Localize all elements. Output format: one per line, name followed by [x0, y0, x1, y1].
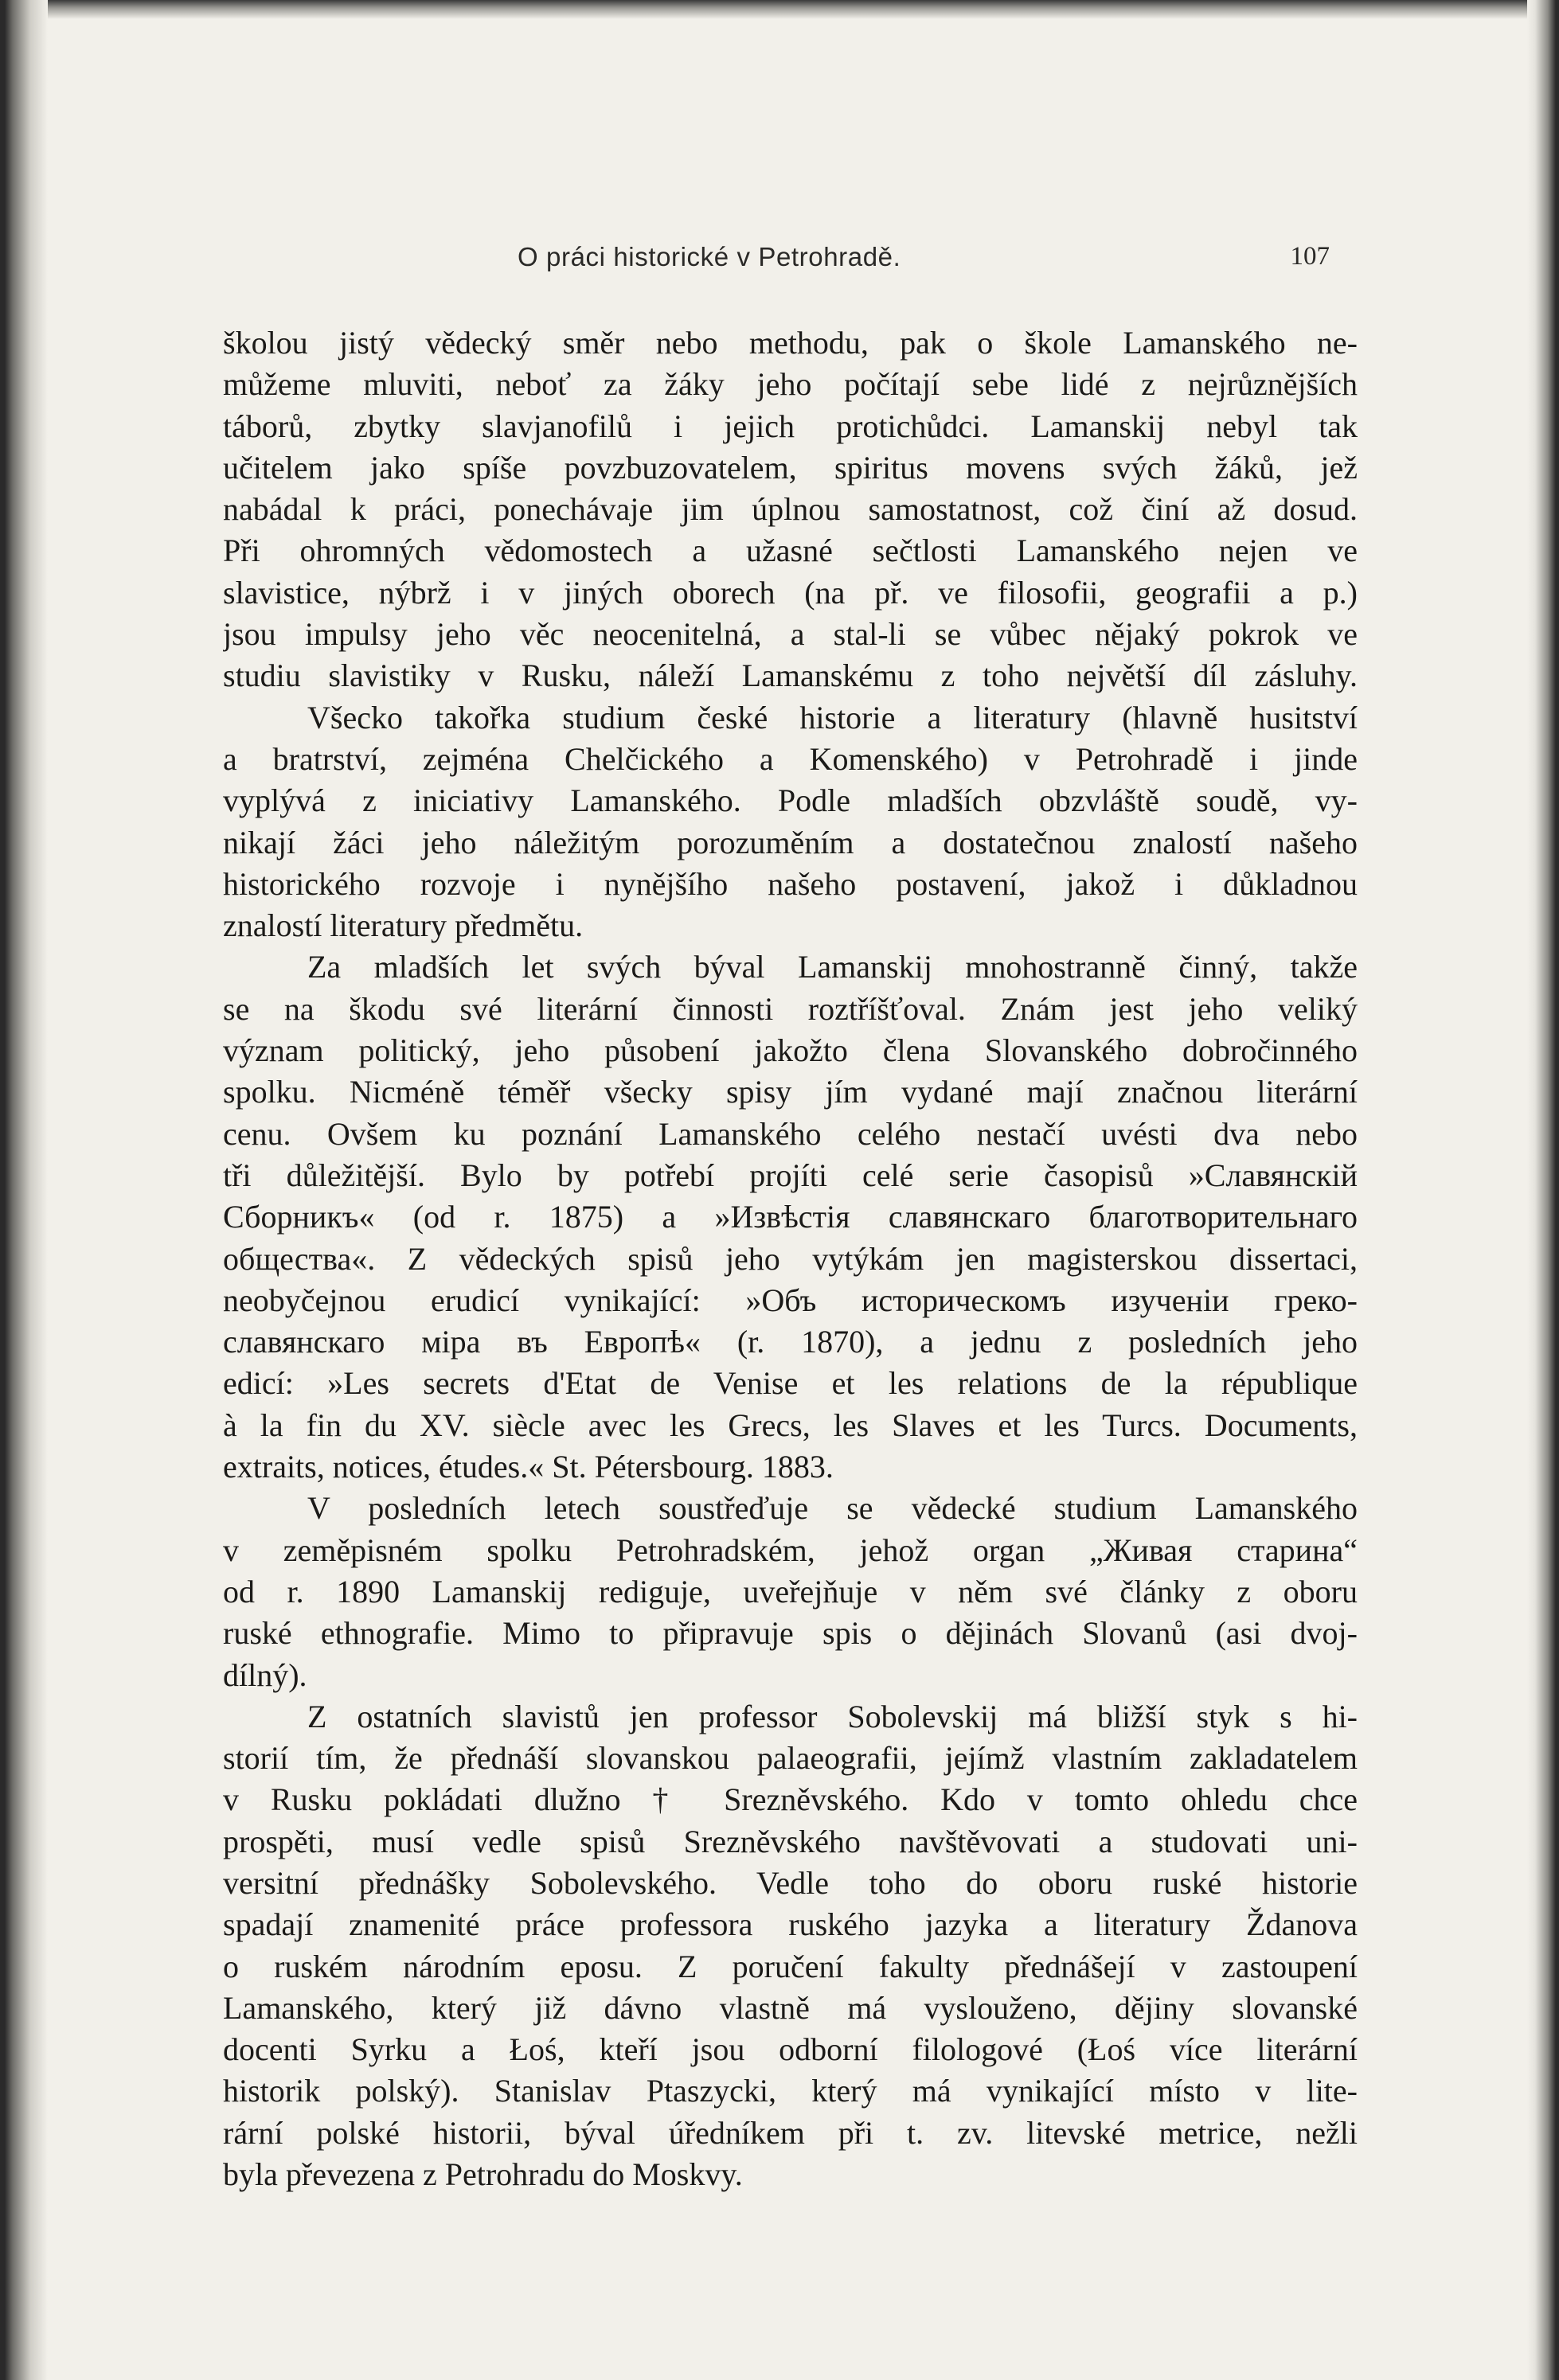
text-line: neobyčejnou erudicí vynikající: »Объ историческомъ изученіи греко-: [223, 1282, 1358, 1318]
text-line: spadají znamenité práce professora ruského jazyka a literatury Ždanova: [223, 1906, 1358, 1943]
text-line: docenti Syrku a Łoś, kteří jsou odborní filologové (Łoś více literární: [223, 2031, 1358, 2068]
text-line: vyplývá z iniciativy Lamanského. Podle mladších obzvláště soudě, vy-: [223, 782, 1358, 819]
text-line: Všecko takořka studium české historie a literatury (hlavně husitství: [307, 699, 1358, 735]
text-line: jsou impulsy jeho věc neocenitelná, a stal-li se vůbec nějaký pokrok ve: [223, 616, 1358, 653]
scan-edge-right: [1527, 0, 1559, 2380]
text-line: славянскаго міра въ Европѣ« (r. 1870), a jednu z posledních jeho: [223, 1324, 1358, 1360]
text-line: od r. 1890 Lamanskij rediguje, uveřejňuje v něm své články z oboru: [223, 1573, 1358, 1609]
body-text: [223, 322, 1358, 2195]
text-line: znalostí literatury předmětu.: [223, 907, 584, 944]
text-line: učitelem jako spíše povzbuzovatelem, spiritus movens svých žáků, jež: [223, 449, 1358, 486]
text-line: cenu. Ovšem ku poznání Lamanského celého nestačí uvésti dva nebo: [223, 1115, 1358, 1152]
text-line: V posledních letech soustřeďuje se vědecké studium Lamanského: [307, 1490, 1358, 1527]
text-line: rární polské historii, býval úředníkem při t. zv. litevské metrice, nežli: [223, 2114, 1358, 2151]
text-line: à la fin du XV. siècle avec les Grecs, les Slaves et les Turcs. Documents,: [223, 1407, 1358, 1443]
text-line: Сборникъ« (od r. 1875) a »Извѣстія славянскаго благотворительнаго: [223, 1199, 1358, 1235]
text-line: význam politický, jeho působení jakožto člena Slovanského dobročinného: [223, 1032, 1358, 1069]
text-line: tři důležitější. Bylo by potřebí projíti celé serie časopisů »Славянскій: [223, 1157, 1358, 1193]
scan-edge-top: [0, 0, 1559, 19]
text-line: táborů, zbytky slavjanofilů i jejich protichůdci. Lamanskij nebyl tak: [223, 408, 1358, 444]
text-line: o ruském národním eposu. Z poručení fakulty přednášejí v zastoupení: [223, 1948, 1358, 1984]
text-line: dílný).: [223, 1656, 307, 1693]
text-line: общества«. Z vědeckých spisů jeho vytýkám jen magisterskou dissertaci,: [223, 1240, 1358, 1277]
text-line: Z ostatních slavistů jen professor Sobolevskij má bližší styk s hi-: [307, 1698, 1358, 1734]
text-line: Při ohromných vědomostech a užasné sečtlosti Lamanského nejen ve: [223, 533, 1358, 569]
text-line: edicí: »Les secrets d'Etat de Venise et les relations de la république: [223, 1365, 1358, 1402]
scan-edge-left: [0, 0, 48, 2380]
text-line: historického rozvoje i nynějšího našeho postavení, jakož i důkladnou: [223, 865, 1358, 902]
text-line: v zeměpisném spolku Petrohradském, jehož organ „Живая старина“: [223, 1531, 1358, 1568]
text-line: slavistice, nýbrž i v jiných oborech (na př. ve filosofii, geografii a p.): [223, 574, 1358, 611]
running-head-title: O práci historické v Petrohradě.: [518, 242, 901, 271]
text-line: nikají žáci jeho náležitým porozuměním a dostatečnou znalostí našeho: [223, 824, 1358, 860]
text-line: byla převezena z Petrohradu do Moskvy.: [223, 2156, 743, 2193]
text-line: versitní přednášky Sobolevského. Vedle toho do oboru ruské historie: [223, 1864, 1358, 1901]
text-line: Lamanského, který již dávno vlastně má vyslouženo, dějiny slovanské: [223, 1989, 1358, 2026]
text-line: nabádal k práci, ponechávaje jim úplnou samostatnost, což činí až dosud.: [223, 491, 1358, 528]
running-head: [223, 242, 1330, 282]
text-line: ruské ethnografie. Mimo to připravuje spis o dějinách Slovanů (asi dvoj-: [223, 1615, 1358, 1652]
text-line: spolku. Nicméně téměř všecky spisy jím vydané mají značnou literární: [223, 1074, 1358, 1110]
text-line: historik polský). Stanislav Ptaszycki, který má vynikající místo v lite-: [223, 2073, 1358, 2109]
page-number: 107: [1290, 242, 1330, 271]
text-line: školou jistý vědecký směr nebo methodu, pak o škole Lamanského ne-: [223, 325, 1358, 361]
text-line: můžeme mluviti, neboť za žáky jeho počítají sebe lidé z nejrůznějších: [223, 366, 1358, 403]
text-line: studiu slavistiky v Rusku, náleží Lamanskému z toho největší díl zásluhy.: [223, 657, 1358, 694]
text-line: prospěti, musí vedle spisů Srezněvského navštěvovati a studovati uni-: [223, 1823, 1358, 1859]
text-line: se na škodu své literární činnosti roztříšťoval. Znám jest jeho veliký: [223, 990, 1358, 1027]
text-line: extraits, notices, études.« St. Pétersbourg. 1883.: [223, 1449, 834, 1485]
text-line: storií tím, že přednáší slovanskou palaeografii, jejímž vlastním zakladatelem: [223, 1740, 1358, 1777]
text-line: a bratrství, zejména Chelčického a Komenského) v Petrohradě i jinde: [223, 740, 1358, 777]
text-line: Za mladších let svých býval Lamanskij mnohostranně činný, takže: [307, 949, 1358, 985]
text-line: v Rusku pokládati dlužno † Srezněvského. Kdo v tomto ohledu chce: [223, 1781, 1358, 1818]
